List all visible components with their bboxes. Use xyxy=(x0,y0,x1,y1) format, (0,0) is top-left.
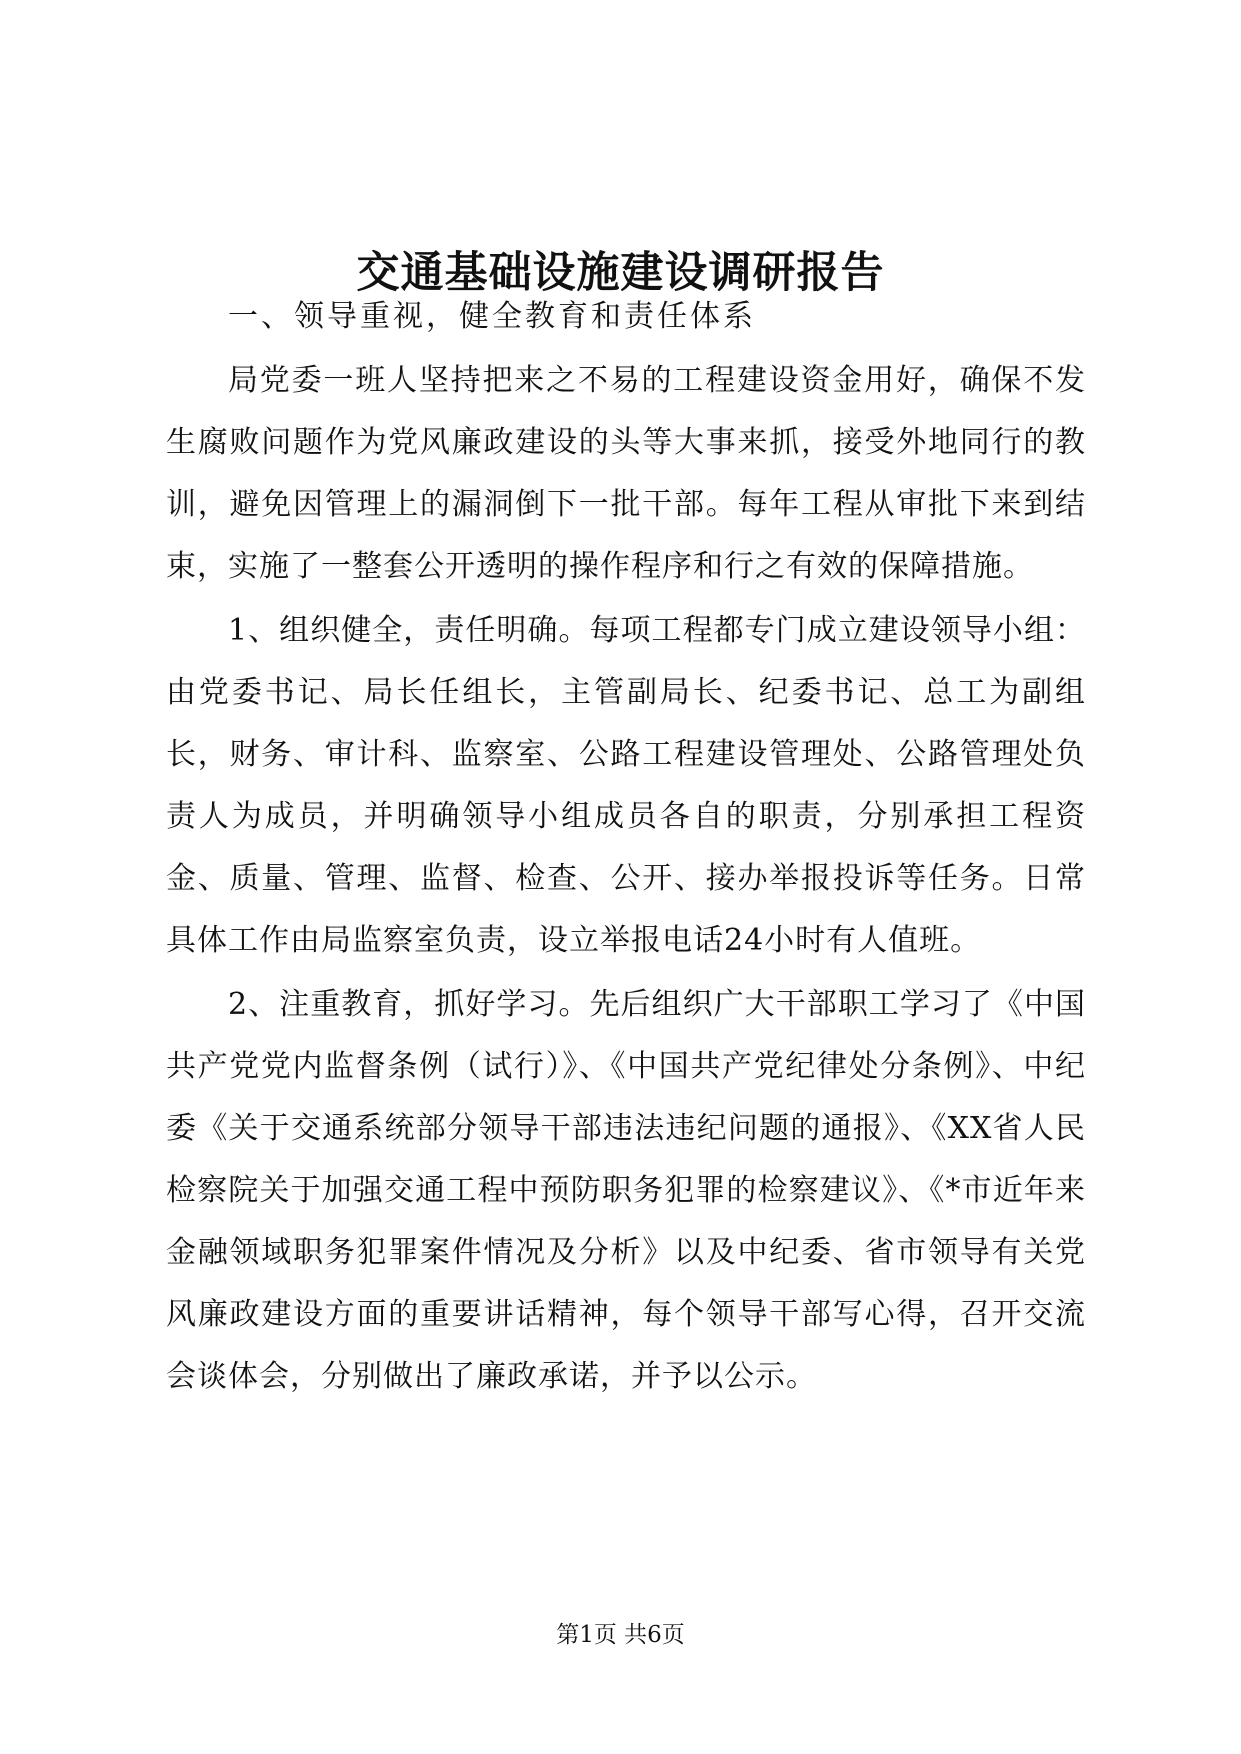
section-heading: 一、领导重视，健全教育和责任体系 xyxy=(228,299,756,334)
document-title: 交通基础设施建设调研报告 xyxy=(356,247,885,298)
body-paragraph: 1、组织健全，责任明确。每项工程都专门成立建设领导小组：由党委书记、局长任组长，主管副局长、纪委书记、总工为副组长，财务、审计科、监察室、公路工程建设管理处、公路管理处负责人为成员，并明确领导小组成员各自的职责，分别承担工程资金、质量、管理、监督、检查、公开、接办举报投诉等任务。日常具体工作由局监察室负责，设立举报电话24小时有人值班。 xyxy=(166,613,1086,958)
document-body xyxy=(166,286,1086,1408)
page-footer: 第1页 共6页 xyxy=(556,1622,685,1648)
body-paragraph: 2、注重教育，抓好学习。先后组织广大干部职工学习了《中国共产党党内监督条例（试行）》、《中国共产党纪律处分条例》、中纪委《关于交通系统部分领导干部违法违纪问题的通报》、《XX省人民检察院关于加强交通工程中预防职务犯罪的检察建议》、《*市近年来金融领域职务犯罪案件情况及分析》以及中纪委、省市领导有关党风廉政建设方面的重要讲话精神，每个领导干部写心得，召开交流会谈体会，分别做出了廉政承诺，并予以公示。 xyxy=(166,987,1086,1394)
body-paragraph: 局党委一班人坚持把来之不易的工程建设资金用好，确保不发生腐败问题作为党风廉政建设的头等大事来抓，接受外地同行的教训，避免因管理上的漏洞倒下一批干部。每年工程从审批下来到结束，实施了一整套公开透明的操作程序和行之有效的保障措施。 xyxy=(166,363,1086,584)
